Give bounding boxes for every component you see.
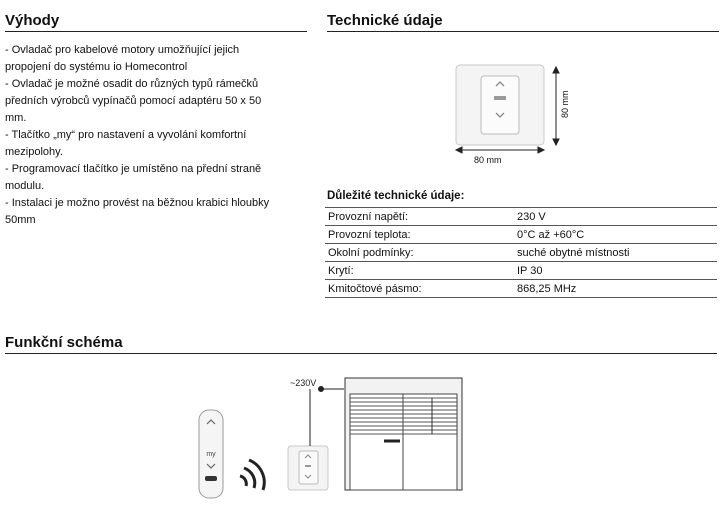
list-item: - Tlačítko „my“ pro nastavení a vyvolání komfortní mezipolohy. [5,129,247,158]
list-item: - Programovací tlačítko je umístěno na přední straně modulu. [5,163,262,192]
power-wiring [310,387,344,447]
radio-waves-icon [240,460,264,490]
spec-label: Okolní podmínky: [325,244,514,262]
spec-value: 0°C až +60°C [514,226,717,244]
table-row [325,226,717,244]
width-dimension-label: 80 mm [474,155,502,165]
heading-advantages: Výhody [5,12,307,32]
specs-table [325,207,717,298]
list-item: - Instalaci je možno provést na běžnou krabici hloubky 50mm [5,197,270,226]
wall-switch-icon [288,446,328,490]
spec-label: Krytí: [325,262,514,280]
spec-value: suché obytné místnosti [514,244,717,262]
width-dimension-arrow [456,147,544,153]
remote-control-icon [199,410,223,498]
heading-functional-diagram: Funkční schéma [5,334,717,354]
spec-label: Provozní teplota: [325,226,514,244]
power-voltage-label: ~230V [290,378,317,388]
switch-product-image [456,65,544,145]
height-dimension-arrow [553,67,559,145]
table-row [325,208,717,226]
spec-value: 230 V [514,208,717,226]
list-item: - Ovladač je možné osadit do různých typů rámečků předních výrobců vypínačů pomocí adaptéru 50 x 50 mm. [5,78,262,124]
remote-my-label: my [206,451,216,458]
spec-label: Provozní napětí: [325,208,514,226]
spec-label: Kmitočtové pásmo: [325,280,514,298]
spec-value: 868,25 MHz [514,280,717,298]
table-row [325,280,717,298]
list-item: - Ovladač pro kabelové motory umožňující jejich propojení do systému io Homecontrol [5,44,240,73]
specs-title: Důležité technické údaje: [327,190,465,202]
table-row [325,262,717,280]
table-row [325,244,717,262]
heading-technical-data: Technické údaje [327,12,719,32]
height-dimension-label: 80 mm [560,90,570,118]
window-blind-icon [345,378,462,490]
spec-value: IP 30 [514,262,717,280]
